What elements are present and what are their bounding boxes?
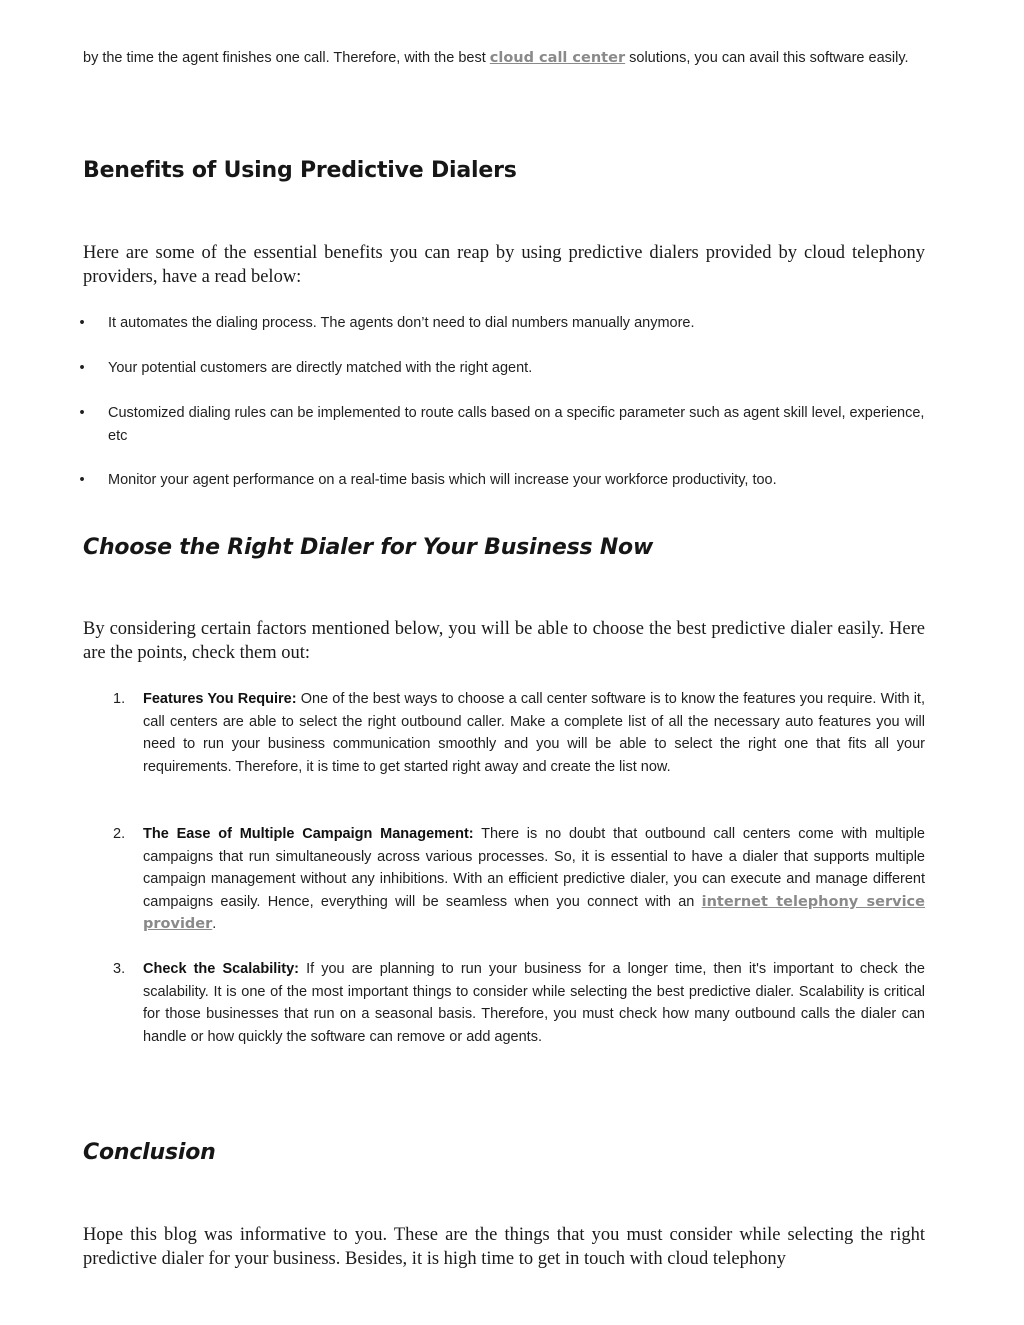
conclusion-text: Hope this blog was informative to you. These are the things that you must consider while selecting the right predictive dialer for your business. Besides, it is high time to get in touch with cloud telephony [83,1225,925,1269]
choose-heading: Choose the Right Dialer for Your Business Now [83,535,654,560]
list-number: 2. [113,826,126,842]
factor-title: The Ease of Multiple Campaign Management: [143,826,474,842]
factor-title: Features You Require: [143,691,297,707]
internet-telephony-link[interactable]: internet telephony service provider [143,893,925,933]
factor-text: One of the best ways to choose a call center software is to know the features you require. With it, call centers are able to select the right outbound caller. Make a complete list of all the necessary auto features you will need to run your business communication smoothly and you will be able to select the right one that fits all your requirements. Therefore, it is time to get started right away and create the list now. [143,691,925,775]
list-number: 3. [113,961,126,977]
bullet-icon: • [79,360,85,376]
benefits-lead: Here are some of the essential benefits you can reap by using predictive dialers provided by cloud telephony providers, have a read below: [83,243,925,287]
list-number: 1. [113,691,126,707]
factor-title: Check the Scalability: [143,961,299,977]
bullet-icon: • [79,315,85,331]
list-item [79,469,925,492]
intro-paragraph [83,47,925,70]
bullet-icon: • [79,405,85,421]
list-item-text: It automates the dialing process. The agents don’t need to dial numbers manually anymore. [108,315,695,331]
bullet-icon: • [79,472,85,488]
list-item [79,402,925,447]
choose-lead: By considering certain factors mentioned below, you will be able to choose the best predictive dialer easily. Here are the points, check them out: [83,619,925,663]
list-item [83,823,925,936]
conclusion-heading: Conclusion [83,1140,216,1165]
cloud-call-center-link[interactable]: cloud call center [489,50,626,66]
benefits-heading: Benefits of Using Predictive Dialers [83,158,517,183]
factor-text-after: . [212,916,217,933]
intro-text-after: solutions, you can avail this software easily. [625,50,909,66]
list-item [79,312,925,335]
factor-text: There is no doubt that outbound call centers come with multiple campaigns that run simultaneously across various processes. So, it is essential to have a dialer that supports multiple campaign management without any inhibitions. With an efficient predictive dialer, you can execute and manage different campaigns easily. Hence, everything will be seamless when you connect with an [143,826,925,910]
list-item [83,958,925,1048]
list-item-text: Your potential customers are directly matched with the right agent. [108,360,533,376]
intro-text-before: by the time the agent finishes one call. Therefore, with the best [83,50,490,66]
list-item-text: Monitor your agent performance on a real-time basis which will increase your workforce productivity, too. [108,472,777,488]
list-item [83,688,925,778]
list-item [79,357,925,380]
factor-text: If you are planning to run your business for a longer time, then it's important to check the scalability. It is one of the most important things to consider while selecting the best predictive dialer. Scalability is critical for those businesses that run on a seasonal basis. Therefore, you must check how many outbound calls the dialer can handle or how quickly the software can remove or add agents. [143,961,925,1045]
list-item-text: Customized dialing rules can be implemented to route calls based on a specific parameter such as agent skill level, experience, etc [108,405,925,444]
